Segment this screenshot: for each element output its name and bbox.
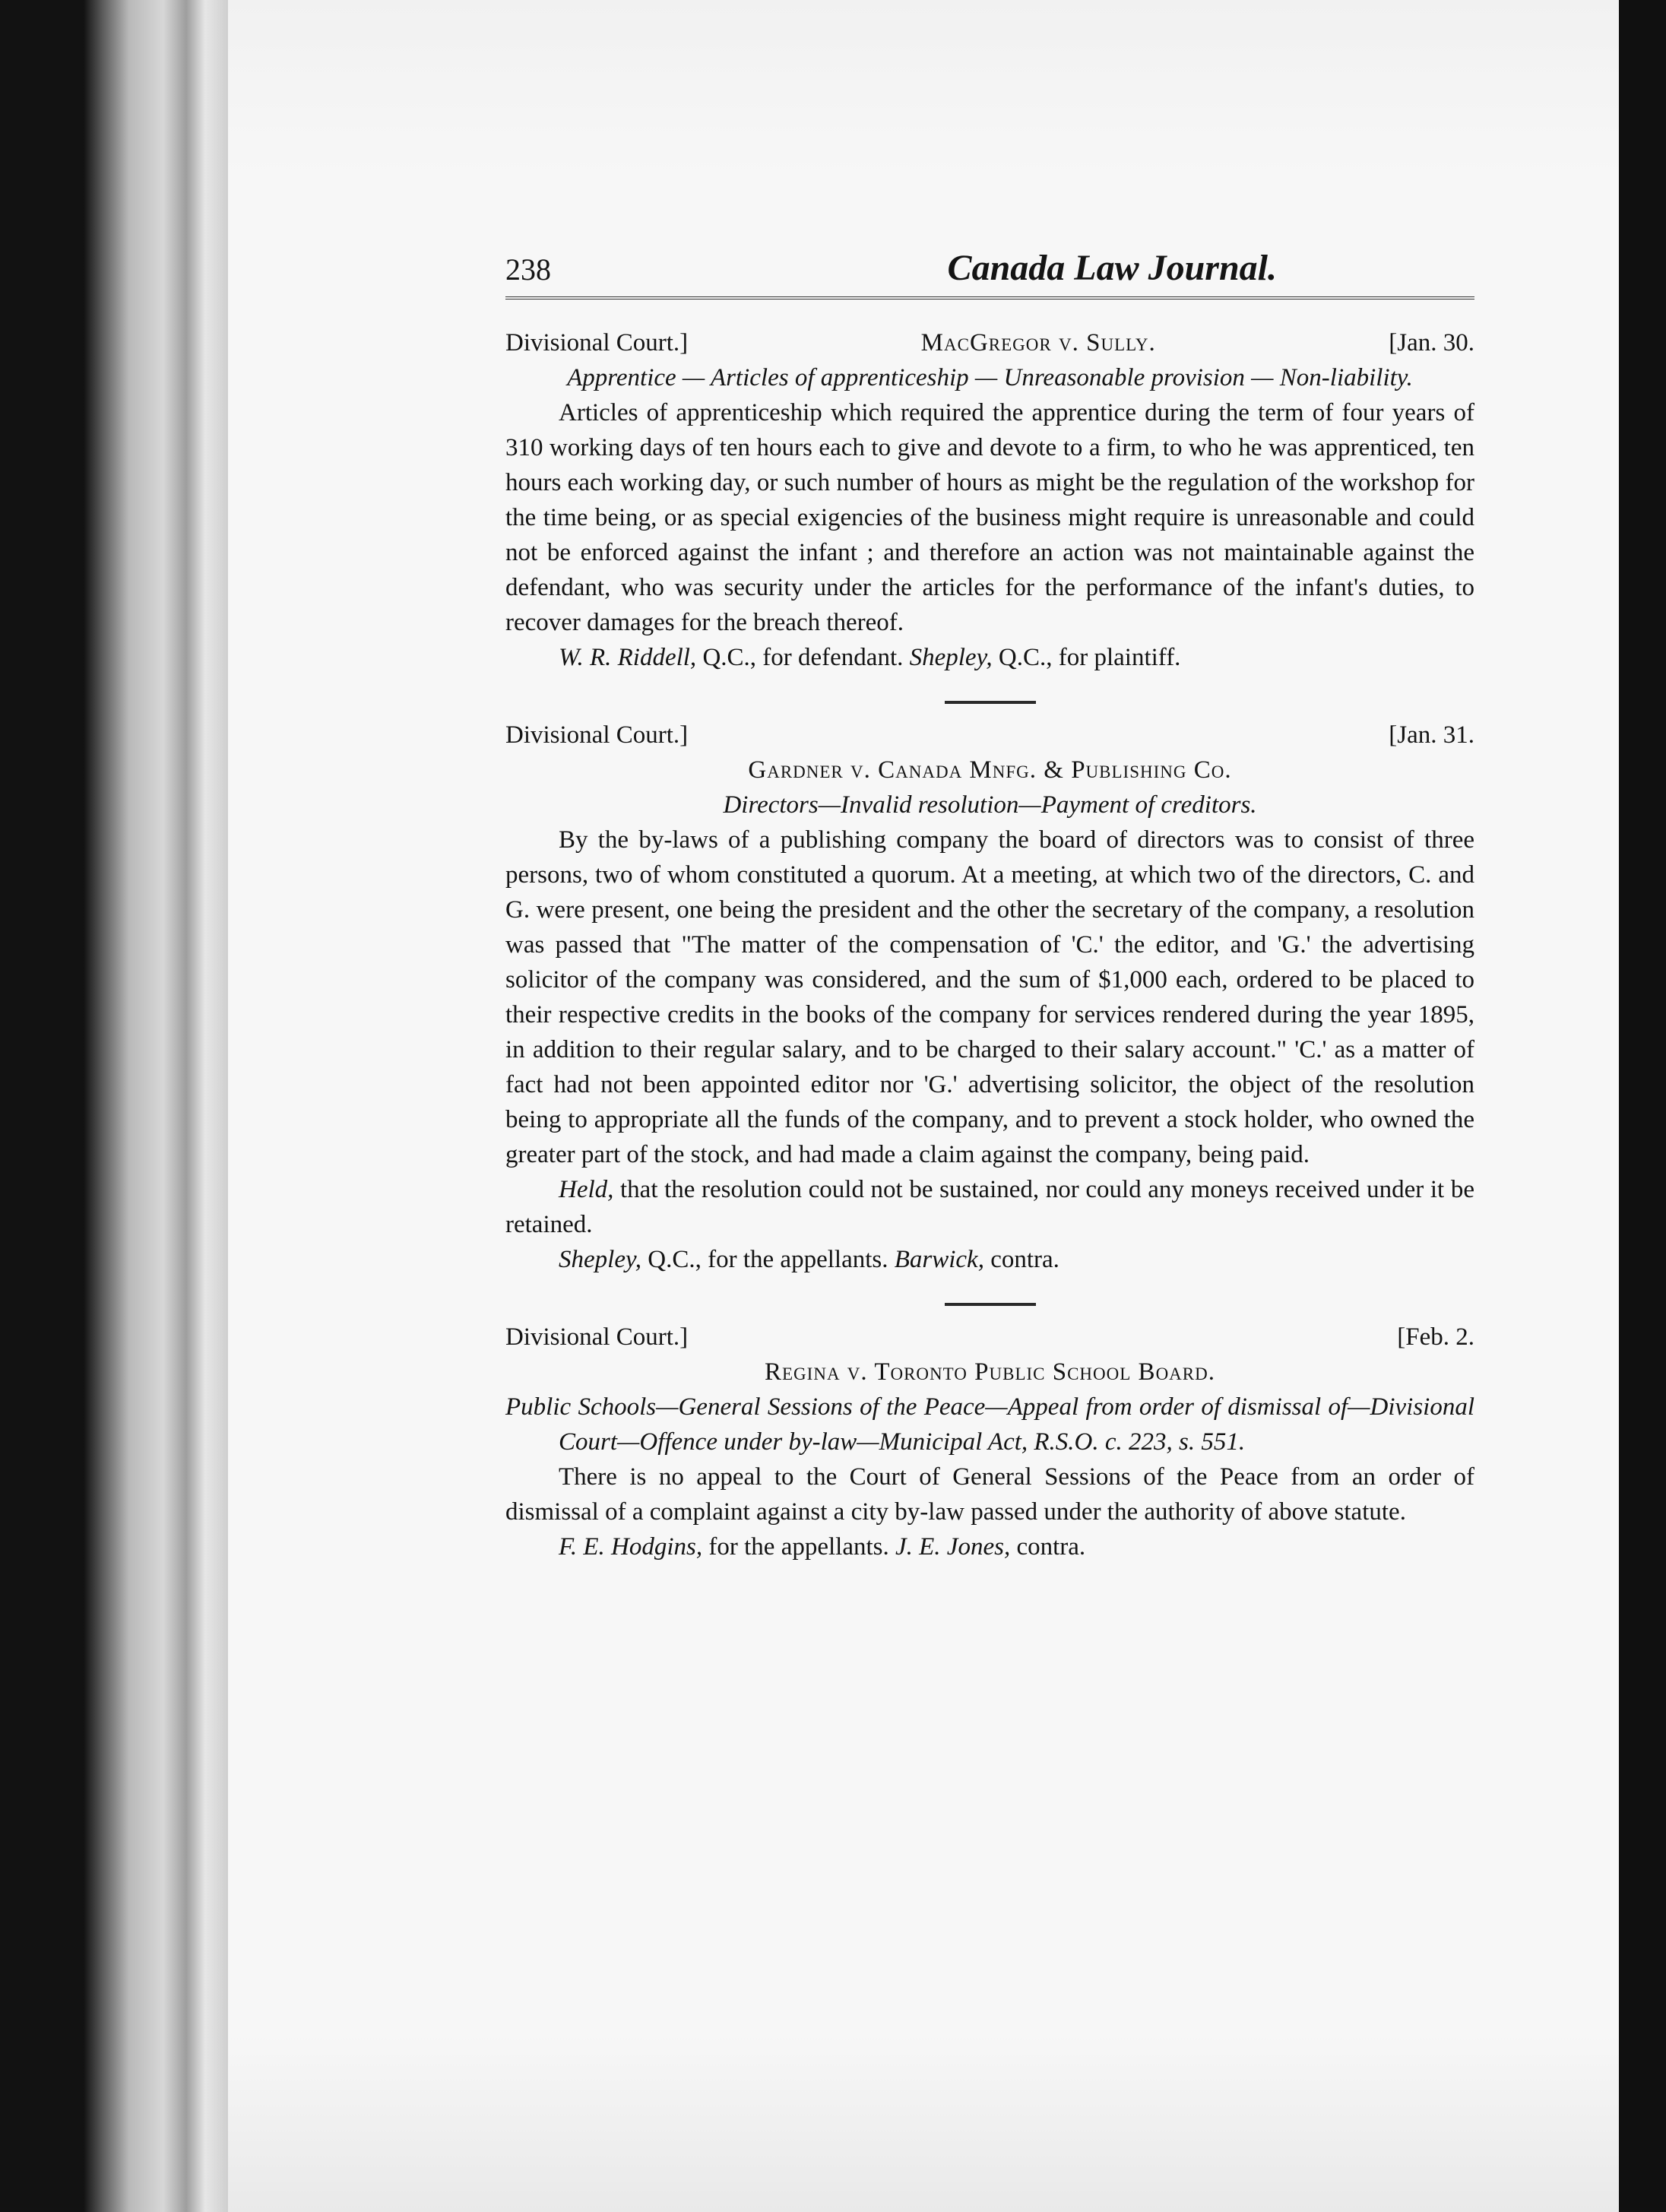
page-number: 238 (505, 252, 551, 287)
court-name: Divisional Court.] (505, 1323, 689, 1351)
case-summary: Articles of apprenticeship which required the apprentice during the term of four years of 310 working days of ten hours each to give and devote to a firm, to who he was apprenticed, ten hours each working day, or such number of hours as might be the regulation of the workshop for the time being, or as special exigencies of the business might require is unreasonable and could not be enforced against the infant ; and therefore an action was not maintainable against the defendant, who was security under the articles for the performance of the infant's duties, to recover damages for the breach thereof. (505, 399, 1474, 636)
case-keywords: Directors—Invalid resolution—Payment of creditors. (723, 791, 1257, 819)
section-divider (945, 1303, 1036, 1306)
counsel-role: contra. (983, 1246, 1059, 1273)
counsel-name: Shepley, (909, 644, 993, 671)
case-keywords: Public Schools—General Sessions of the Peace—Appeal from order of dismissal of—Divisional Court—Offence under by-law—Municipal Act, R.S.O. c. 223, s. 551. (505, 1393, 1474, 1456)
case-heading (505, 325, 1474, 360)
case-summary: By the by-laws of a publishing company the board of directors was to consist of three persons, two of whom constituted a quorum. At a meeting, at which two of the directors, C. and G. were present, one being the president and the other the secretary of the company, a resolution was passed that "The matter of the compensation of 'C.' the editor, and 'G.' the advertising solicitor of the company was considered, and the sum of $1,000 each, ordered to be placed to their respective credits in the books of the company for services rendered during the year 1895, in addition to their regular salary, and to be charged to their salary account." 'C.' as a matter of fact had not been appointed editor nor 'G.' advertising solicitor, the object of the resolution being to appropriate all the funds of the company, and to prevent a stock holder, who owned the greater part of the stock, and had made a claim against the company, being paid. (505, 826, 1474, 1168)
scan-border (1619, 0, 1666, 2212)
running-header (505, 248, 1474, 299)
counsel-name: W. R. Riddell, (559, 644, 697, 671)
case-date: [Jan. 30. (1389, 329, 1474, 357)
case-title: Gardner v. Canada Mnfg. & Publishing Co. (748, 756, 1232, 784)
case-heading (505, 1320, 1474, 1355)
held-paragraph (505, 1172, 1474, 1242)
case-report-regina (505, 1320, 1474, 1564)
section-divider (945, 701, 1036, 704)
counsel-name: Shepley, (559, 1246, 642, 1273)
held-text: that the resolution could not be sustained, nor could any moneys received under it be retained. (505, 1176, 1474, 1238)
case-report-gardner (505, 718, 1474, 1277)
counsel-line (505, 1529, 1474, 1564)
held-label: Held, (559, 1176, 614, 1203)
counsel-role: Q.C., for the appellants. (641, 1246, 895, 1273)
court-name: Divisional Court.] (505, 329, 689, 357)
counsel-role: Q.C., for defendant. (696, 644, 910, 671)
counsel-role: for the appellants. (702, 1533, 895, 1561)
case-date: [Jan. 31. (1389, 721, 1474, 749)
counsel-line (505, 640, 1474, 675)
counsel-role: contra. (1010, 1533, 1086, 1561)
case-summary: There is no appeal to the Court of General Sessions of the Peace from an order of dismissal of a complaint against a city by-law passed under the authority of above statute. (505, 1463, 1474, 1526)
case-report-macgregor (505, 325, 1474, 675)
case-date: [Feb. 2. (1397, 1323, 1474, 1351)
case-title: Regina v. Toronto Public School Board. (765, 1358, 1215, 1386)
counsel-name: F. E. Hodgins, (559, 1533, 703, 1561)
journal-title: Canada Law Journal. (947, 248, 1277, 288)
court-name: Divisional Court.] (505, 721, 689, 749)
counsel-name: Barwick, (894, 1246, 984, 1273)
counsel-role: Q.C., for plaintiff. (992, 644, 1181, 671)
book-binding-edge (0, 0, 228, 2212)
case-heading (505, 718, 1474, 753)
counsel-line (505, 1242, 1474, 1277)
case-title: MacGregor v. Sully. (920, 329, 1156, 357)
counsel-name: J. E. Jones, (895, 1533, 1011, 1561)
page-content (505, 248, 1474, 1590)
case-keywords: Apprentice — Articles of apprenticeship — Unreasonable provision — Non-liability. (567, 364, 1413, 391)
